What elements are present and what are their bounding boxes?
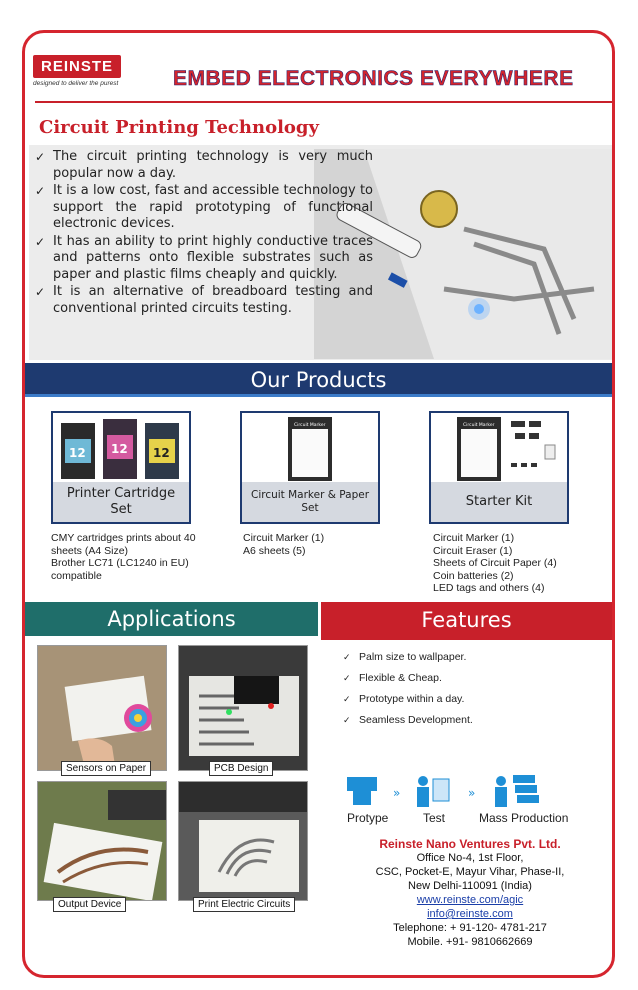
logo-wordmark: REINSTE (33, 55, 121, 78)
desc-line: Circuit Marker (1) (243, 532, 325, 544)
address-line: Office No-4, 1st Floor, (416, 852, 524, 864)
mobile: Mobile. +91- 9810662669 (407, 936, 533, 948)
flow-label-mass-production: Mass Production (479, 811, 569, 825)
reinste-logo (33, 55, 121, 95)
logo-tagline: designed to deliver the purest (33, 80, 119, 87)
desc-line: sheets (A4 Size) (51, 544, 129, 557)
phone: Telephone: + 91-120- 4781-217 (393, 922, 547, 934)
features-list (341, 647, 473, 731)
feature-item: ✓ Seamless Development. (341, 710, 473, 731)
feature-item: ✓ Prototype within a day. (341, 689, 473, 710)
mass-production-icon (495, 775, 539, 807)
desc-line: Circuit Marker (1) (433, 532, 515, 544)
intro-bullet: ✓ The circuit printing technology is very much popular now a day. (33, 149, 373, 182)
product-desc-marker (243, 532, 324, 557)
intro-bullets (33, 149, 373, 318)
label-print-circuits: Print Electric Circuits (193, 897, 295, 912)
address-line: CSC, Pocket-E, Mayur Vihar, Phase-II, (375, 866, 565, 878)
sensors-photo (37, 645, 167, 771)
desc-line: compatible (51, 569, 102, 582)
intro-bullet: ✓ It is a low cost, fast and accessible technology to support the rapid prototyping of functional electronic devices. (33, 183, 373, 233)
desc-line: CMY cartridges prints about 40 (51, 532, 196, 544)
product-desc-starter (433, 532, 557, 595)
starter-pack-label: Circuit Marker (463, 423, 495, 428)
headline: EMBED ELECTRONICS EVERYWHERE (173, 67, 574, 90)
product-caption: Starter Kit (431, 482, 567, 522)
product-card-starter (429, 411, 569, 524)
desc-line: Sheets of Circuit Paper (4) (433, 557, 557, 569)
cartridge-badge: 12 (153, 446, 170, 460)
desc-line: LED tags and others (4) (433, 582, 545, 594)
cartridge-badge: 12 (111, 442, 128, 456)
email-link[interactable]: info@reinste.com (427, 908, 513, 920)
applications-heading: Applications (25, 602, 318, 636)
arrow-icon: » (393, 786, 401, 800)
features-heading: Features (321, 602, 612, 640)
label-output: Output Device (53, 897, 126, 912)
arrow-icon: » (468, 786, 476, 800)
product-caption: Circuit Marker & Paper Set (242, 482, 378, 522)
contact-block (325, 837, 615, 949)
header-divider (35, 101, 612, 103)
intro-title: Circuit Printing Technology (39, 117, 319, 138)
marker-paper-photo (248, 417, 372, 481)
desc-line: Coin batteries (2) (433, 569, 514, 582)
poster-frame (22, 30, 615, 978)
output-device-photo (37, 781, 167, 901)
print-circuits-photo (178, 781, 308, 901)
desc-line: A6 sheets (5) (243, 544, 306, 557)
intro-bullet: ✓ It is an alternative of breadboard testing and conventional printed circuits testing. (33, 284, 373, 317)
starter-kit-photo (437, 417, 561, 481)
company-name: Reinste Nano Ventures Pvt. Ltd. (379, 837, 561, 851)
cartridge-photo (59, 417, 183, 481)
product-card-cartridge (51, 411, 191, 524)
desc-line: Circuit Eraser (1) (433, 544, 513, 557)
label-pcb: PCB Design (209, 761, 273, 776)
product-caption: Printer Cartridge Set (53, 482, 189, 522)
feature-item: ✓ Flexible & Cheap. (341, 668, 473, 689)
prototype-icon (347, 777, 377, 805)
desc-line: Brother LC71 (LC1240 in EU) (51, 557, 189, 569)
products-heading: Our Products (25, 363, 612, 397)
feature-item: ✓ Palm size to wallpaper. (341, 647, 473, 668)
marker-pack-label: Circuit Marker (294, 423, 326, 428)
label-sensors: Sensors on Paper (61, 761, 151, 776)
product-card-marker (240, 411, 380, 524)
cartridge-badge: 12 (69, 446, 86, 460)
flow-label-test: Test (423, 811, 446, 825)
product-desc-cartridge (51, 532, 196, 582)
flow-label-prototype: Protype (347, 811, 389, 825)
test-icon (417, 776, 449, 807)
website-link[interactable]: www.reinste.com/agic (416, 894, 524, 906)
address-line: New Delhi-110091 (India) (408, 880, 532, 892)
pcb-photo (178, 645, 308, 771)
intro-bullet: ✓ It has an ability to print highly conductive traces and patterns onto flexible substrates such as paper and plastic films cheaply and quickly. (33, 234, 373, 284)
